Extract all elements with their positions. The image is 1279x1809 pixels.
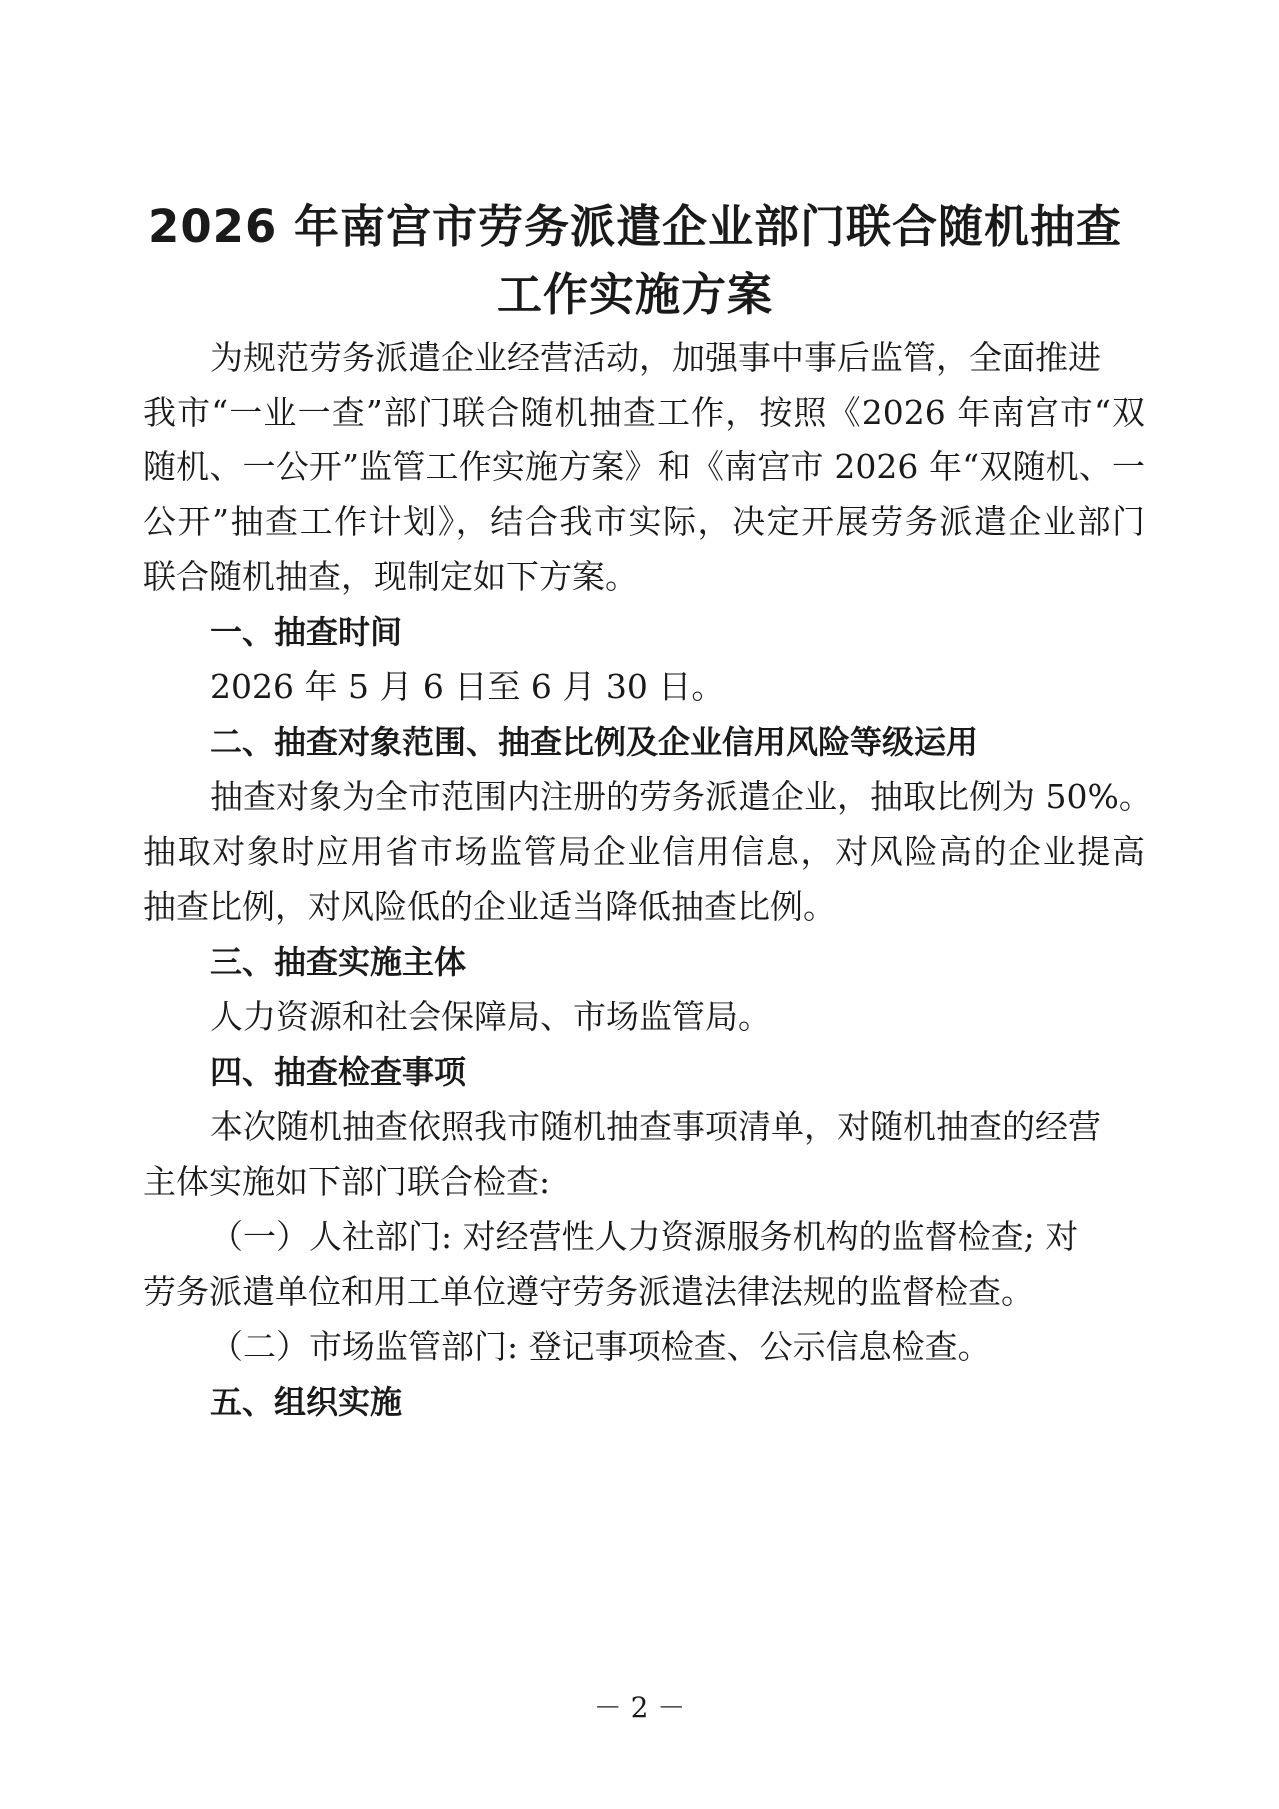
document-title-line-2: 工作实施方案 bbox=[496, 268, 773, 321]
section-heading: 四、抽查检查事项 bbox=[210, 1053, 467, 1091]
section-body: 2026 年 5 月 6 日至 6 月 30 日。 bbox=[210, 667, 725, 706]
intro-line: 随机、一公开”监管工作实施方案》和《南宫市 2026 年“双随机、一 bbox=[143, 447, 1145, 486]
section-body: 主体实施如下部门联合检查: bbox=[143, 1162, 551, 1201]
section-heading: 一、抽查时间 bbox=[210, 613, 403, 651]
intro-line: 公开”抽查工作计划》，结合我市实际，决定开展劳务派遣企业部门 bbox=[143, 502, 1145, 541]
page-number: － 2 － bbox=[593, 1691, 686, 1724]
section-body: 人力资源和社会保障局、市场监管局。 bbox=[210, 997, 771, 1036]
section-heading: 三、抽查实施主体 bbox=[210, 943, 467, 981]
list-item: （二）市场监管部门: 登记事项检查、公示信息检查。 bbox=[210, 1327, 991, 1366]
list-item: 劳务派遣单位和用工单位遵守劳务派遣法律法规的监督检查。 bbox=[143, 1272, 1034, 1311]
section-heading: 五、组织实施 bbox=[210, 1383, 403, 1421]
intro-line: 我市“一业一查”部门联合随机抽查工作，按照《2026 年南宫市“双 bbox=[143, 393, 1145, 432]
section-body: 抽查比例，对风险低的企业适当降低抽查比例。 bbox=[143, 887, 836, 926]
section-heading: 二、抽查对象范围、抽查比例及企业信用风险等级运用 bbox=[210, 723, 979, 761]
document-title-line-1: 2026 年南宫市劳务派遣企业部门联合随机抽查 bbox=[148, 200, 1122, 253]
section-body: 抽查对象为全市范围内注册的劳务派遣企业，抽取比例为 50%。 bbox=[210, 777, 1152, 816]
intro-line: 为规范劳务派遣企业经营活动，加强事中事后监管，全面推进 bbox=[210, 338, 1101, 377]
section-body: 抽取对象时应用省市场监管局企业信用信息，对风险高的企业提高 bbox=[143, 832, 1145, 871]
section-body: 本次随机抽查依照我市随机抽查事项清单，对随机抽查的经营 bbox=[210, 1107, 1101, 1146]
intro-line: 联合随机抽查，现制定如下方案。 bbox=[143, 557, 638, 596]
list-item: （一）人社部门: 对经营性人力资源服务机构的监督检查; 对 bbox=[210, 1217, 1079, 1256]
